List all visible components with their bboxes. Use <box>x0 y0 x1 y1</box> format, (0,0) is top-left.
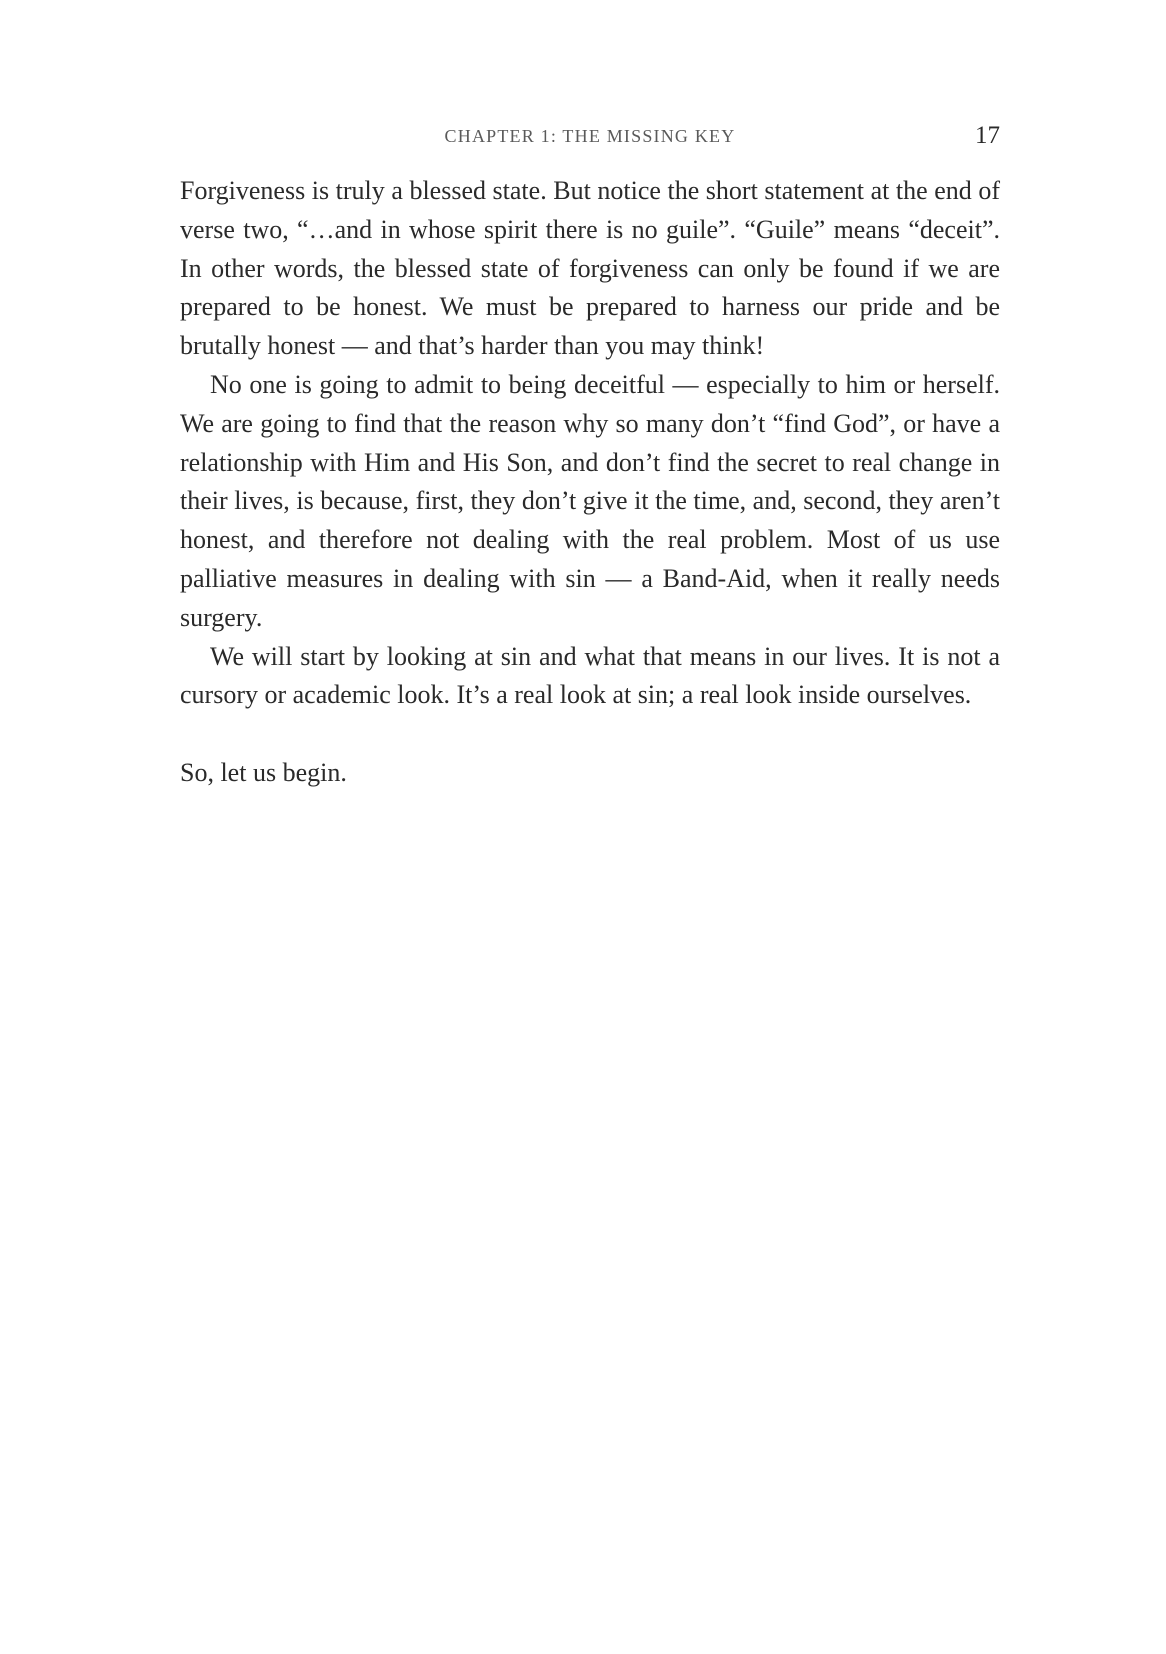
body-text <box>180 172 1000 793</box>
running-head <box>180 122 1000 152</box>
page-number: 17 <box>975 122 1000 149</box>
closing-line: So, let us begin. <box>180 757 347 787</box>
paragraph: Forgiveness is truly a blessed state. But notice the short statement at the end of verse two, “…and in whose spirit there is no guile”. “Guile” means “deceit”. In other words, the blessed state of forgiveness can only be found if we are prepared to be honest. We must be prepared to harness our pride and be brutally honest — and that’s harder than you may think! <box>180 176 1000 361</box>
paragraph: We will start by looking at sin and what that means in our lives. It is not a cursory or academic look. It’s a real look at sin; a real look inside ourselves. <box>180 641 1000 710</box>
paragraph: No one is going to admit to being deceitful — especially to him or herself. We are going to find that the reason why so many don’t “find God”, or have a relationship with Him and His Son, and don’t find the secret to real change in their lives, is because, first, they don’t give it the time, and, second, they aren’t honest, and therefore not dealing with the real problem. Most of us use palliative measures in dealing with sin — a Band-Aid, when it really needs surgery. <box>180 369 1000 632</box>
chapter-title: CHAPTER 1: THE MISSING KEY <box>444 126 736 146</box>
